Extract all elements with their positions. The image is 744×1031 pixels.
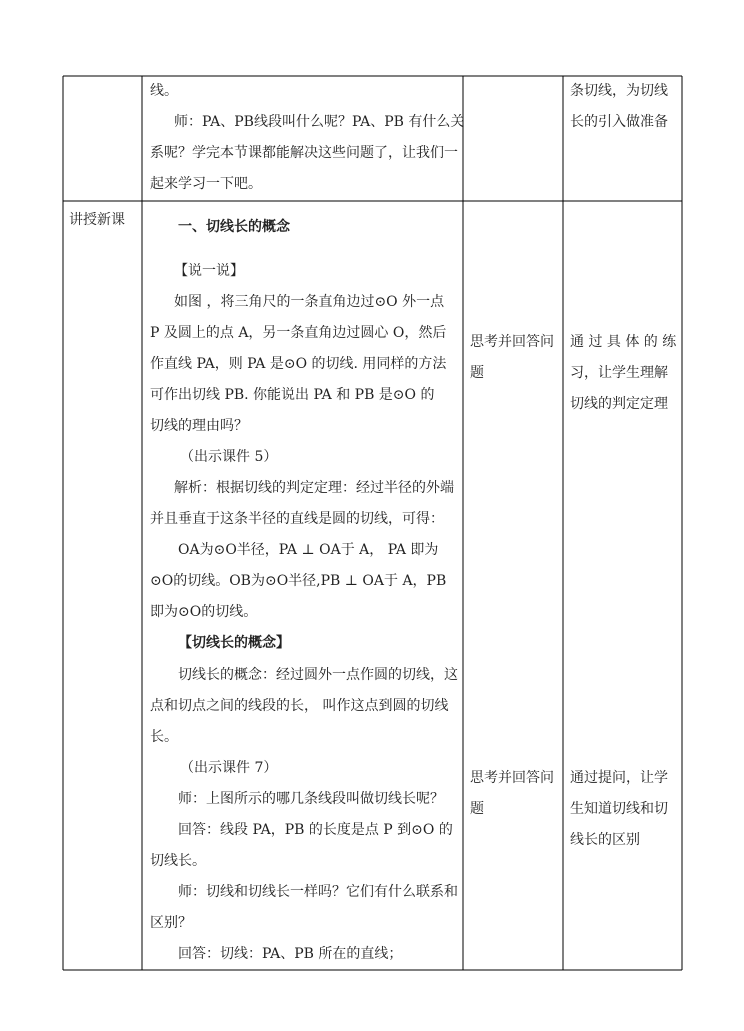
- top-row-content: [150, 76, 465, 201]
- subheading: 【切线长的概念】: [178, 635, 290, 651]
- text-line: 师：切线和切线长一样吗？它们有什么联系和: [178, 884, 458, 900]
- text-line: 解析：根据切线的判定定理：经过半径的外端: [174, 480, 454, 496]
- text-line: 习，让学生理解: [570, 365, 668, 381]
- top-row-intent: [570, 76, 678, 201]
- text-line: 通 过 具 体 的 练: [570, 334, 677, 350]
- main-content: [150, 212, 458, 970]
- section-heading: 一、切线长的概念: [178, 219, 290, 235]
- text-line: 回答：线段 PA，PB 的长度是点 P 到⊙O 的: [178, 822, 453, 838]
- stage-label-text: 讲授新课: [69, 212, 125, 228]
- text-line: 师：PA、PB线段叫什么呢？PA、PB 有什么关: [174, 114, 465, 130]
- text-line: 线。: [150, 83, 178, 99]
- text-line: 师：上图所示的哪几条线段叫做切线长呢？: [178, 791, 444, 807]
- text-line: 点和切点之间的线段的长， 叫作这点到圆的切线: [150, 698, 449, 714]
- text-line: 切线长的概念：经过圆外一点作圆的切线，这: [178, 667, 458, 683]
- courseware-note: （出示课件 7）: [180, 760, 278, 776]
- text-line: 系呢？学完本节课都能解决这些问题了，让我们一: [150, 145, 458, 161]
- text-line: 如图 ，将三角尺的一条直角边过⊙O 外一点: [174, 294, 445, 310]
- text-line: 条切线，为切线: [570, 83, 668, 99]
- subheading: 【说一说】: [174, 263, 244, 279]
- text-line: 切线长。: [150, 853, 206, 869]
- text-line: OA为⊙O半径，PA ⊥ OA于 A， PA 即为: [178, 542, 439, 558]
- text-line: 切线的理由吗？: [150, 418, 248, 434]
- text-line: 长的引入做准备: [570, 114, 668, 130]
- text-line: 切线的判定定理: [570, 396, 668, 412]
- courseware-note: （出示课件 5）: [180, 449, 278, 465]
- text-line: 回答：切线：PA、PB 所在的直线；: [178, 946, 403, 962]
- text-line: 思考并回答问: [470, 334, 554, 350]
- text-line: 长。: [150, 729, 178, 745]
- text-line: 区别？: [150, 915, 192, 931]
- text-line: 生知道切线和切: [570, 801, 668, 817]
- text-line: 题: [470, 801, 484, 817]
- text-line: ⊙O的切线。OB为⊙O半径,PB ⊥ OA于 A，PB: [150, 573, 447, 589]
- text-line: 即为⊙O的切线。: [150, 604, 258, 620]
- text-line: 题: [470, 365, 484, 381]
- text-line: 通过提问，让学: [570, 770, 668, 786]
- text-line: 并且垂直于这条半径的直线是圆的切线，可得：: [150, 511, 444, 527]
- text-line: 作直线 PA，则 PA 是⊙O 的切线. 用同样的方法: [150, 356, 447, 372]
- text-line: 线长的区别: [570, 832, 640, 848]
- text-line: 思考并回答问: [470, 770, 554, 786]
- text-line: 可作出切线 PB. 你能说出 PA 和 PB 是⊙O 的: [150, 387, 435, 403]
- text-line: 起来学习一下吧。: [150, 176, 262, 192]
- text-line: P 及圆上的点 A，另一条直角边过圆心 O，然后: [150, 325, 447, 341]
